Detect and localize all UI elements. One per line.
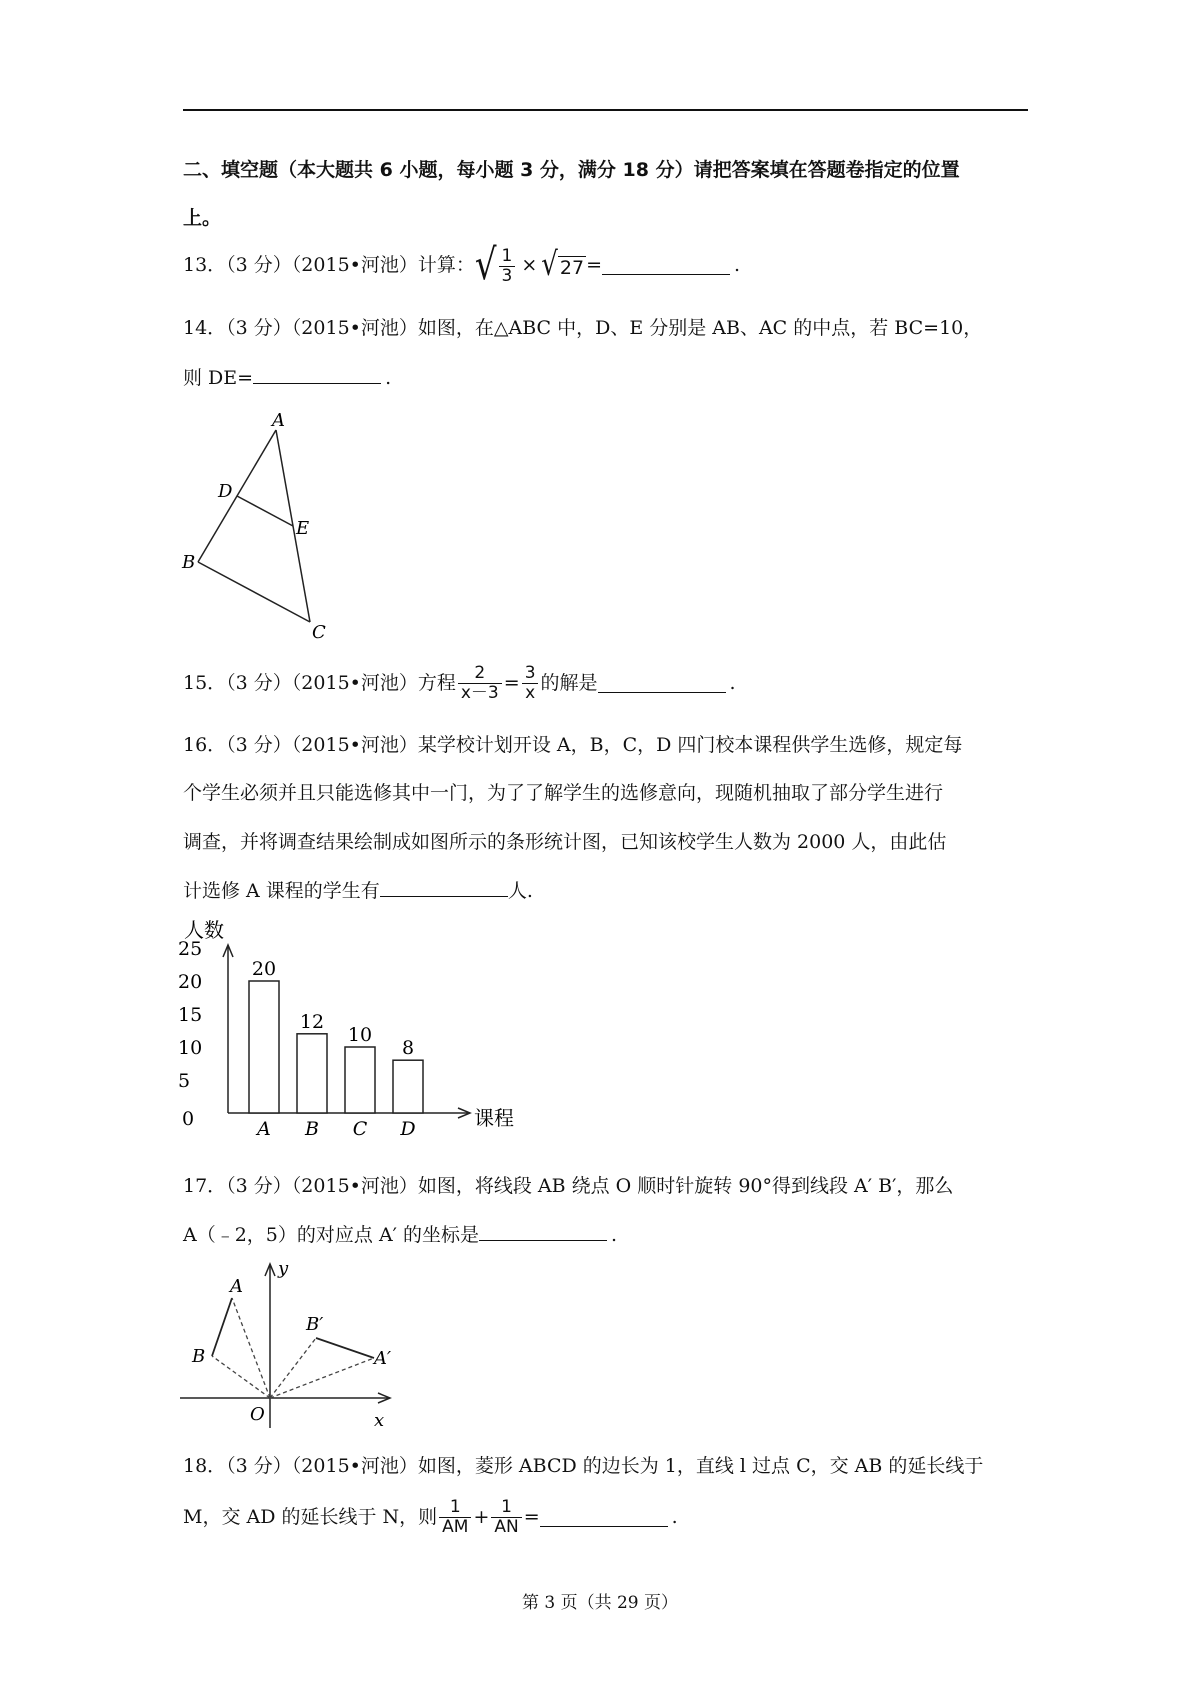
point-e-label: E <box>296 518 310 539</box>
y-axis-title: 人数 <box>184 918 224 942</box>
question-16-line4: 计选修 A 课程的学生有 人. <box>183 880 533 902</box>
q18-fraction-am: $\frac{1}{AM}$ <box>439 1498 471 1537</box>
header-rule <box>183 109 1028 111</box>
q13-text: 13．（3 分）（2015•河池）计算： <box>183 254 475 276</box>
question-14-continued: 则 DE= . <box>183 367 392 389</box>
point-b-label: B <box>192 1346 206 1367</box>
question-16: 16．（3 分）（2015•河池）某学校计划开设 A，B，C，D 四门校本课程供学生选修，规定每 <box>183 734 963 756</box>
dash-ob <box>212 1356 270 1398</box>
q13-answer-blank[interactable] <box>602 256 730 275</box>
bar-D <box>393 1060 423 1113</box>
q18-fraction-an: $\frac{1}{AN}$ <box>491 1498 521 1537</box>
bar-chart <box>178 915 538 1145</box>
segment-a1b1 <box>316 1338 374 1358</box>
q13-times: × <box>521 254 538 276</box>
question-18-continued: M，交 AD 的延长线于 N，则 $\frac{1}{AM}$ + $\frac{1}{AN}$ = . <box>183 1496 678 1537</box>
section-heading-continued: 上。 <box>183 207 222 229</box>
point-d-label: D <box>218 481 233 502</box>
q15-answer-blank[interactable] <box>598 674 726 693</box>
y-tick-label: 20 <box>178 971 203 993</box>
q16-answer-blank[interactable] <box>380 878 508 897</box>
question-17-continued: A（﹣2，5）的对应点 A′ 的坐标是 . <box>183 1224 618 1246</box>
triangle-figure <box>180 410 340 640</box>
q14-answer-blank[interactable] <box>253 365 381 384</box>
data-label-D: 8 <box>401 1037 415 1060</box>
q13-sqrt-27: √ 27 <box>541 246 585 284</box>
x-axis-label: x <box>374 1410 385 1428</box>
data-label-B: 12 <box>299 1010 325 1033</box>
y-tick-label: 15 <box>178 1004 203 1026</box>
point-b-label: B <box>182 552 196 573</box>
point-a-label: A <box>230 1276 243 1297</box>
question-16-line2: 个学生必须并且只能选修其中一门，为了了解学生的选修意向，现随机抽取了部分学生进行 <box>183 782 944 804</box>
category-label-D: D <box>400 1118 416 1140</box>
q15-rhs-fraction: $\frac{3}{x}$ <box>522 664 539 703</box>
data-label-A: 20 <box>251 958 277 980</box>
y-axis-label: y <box>278 1258 289 1279</box>
question-18: 18．（3 分）（2015•河池）如图，菱形 ABCD 的边长为 1，直线 l 过点 C，交 AB 的延长线于 <box>183 1455 984 1477</box>
question-15: 15．（3 分）（2015•河池）方程 $\frac{2}{x-3}$ = $\frac{3}{x}$ 的解是 . <box>183 662 736 703</box>
rotation-figure <box>180 1258 400 1428</box>
y-tick-label: 10 <box>178 1037 203 1059</box>
point-a-label: A <box>272 410 285 431</box>
y-tick-label: 0 <box>182 1108 195 1130</box>
origin-label: O <box>250 1404 265 1425</box>
page-footer: 第 3 页（共 29 页） <box>521 1593 679 1613</box>
question-13: 13．（3 分）（2015•河池）计算： √ $\frac{1}{3}$ × √ 27 = . <box>183 240 741 290</box>
bar-B <box>297 1034 327 1113</box>
bar-C <box>345 1047 375 1113</box>
question-16-line3: 调查，并将调查结果绘制成如图所示的条形统计图，已知该校学生人数为 2000 人，由此估 <box>183 831 947 853</box>
dash-oa <box>232 1298 270 1398</box>
point-a-prime-label: A′ <box>374 1348 392 1369</box>
category-label-A: A <box>257 1118 271 1140</box>
segment-ab <box>212 1298 232 1356</box>
y-tick-label: 25 <box>178 938 203 960</box>
data-label-C: 10 <box>347 1024 373 1046</box>
q13-sqrt-fraction: √ $\frac{1}{3}$ <box>475 245 518 286</box>
section-heading: 二、填空题（本大题共 6 小题，每小题 3 分，满分 18 分）请把答案填在答题卷指定的位置 <box>183 159 960 181</box>
category-label-B: B <box>305 1118 319 1140</box>
q17-answer-blank[interactable] <box>479 1222 607 1241</box>
question-17: 17．（3 分）（2015•河池）如图，将线段 AB 绕点 O 顺时针旋转 90°得到线段 A′ B′，那么 <box>183 1175 954 1197</box>
category-label-C: C <box>352 1118 368 1140</box>
point-b-prime-label: B′ <box>306 1314 324 1335</box>
q18-answer-blank[interactable] <box>540 1508 668 1527</box>
bar-A <box>249 981 279 1113</box>
dash-oa1 <box>270 1358 374 1398</box>
x-axis-title: 课程 <box>474 1106 514 1130</box>
y-tick-label: 5 <box>178 1070 191 1092</box>
question-14: 14．（3 分）（2015•河池）如图，在△ABC 中，D、E 分别是 AB、AC 的中点，若 BC=10， <box>183 317 983 339</box>
point-c-label: C <box>312 622 326 640</box>
q15-lhs-fraction: $\frac{2}{x-3}$ <box>458 664 502 703</box>
